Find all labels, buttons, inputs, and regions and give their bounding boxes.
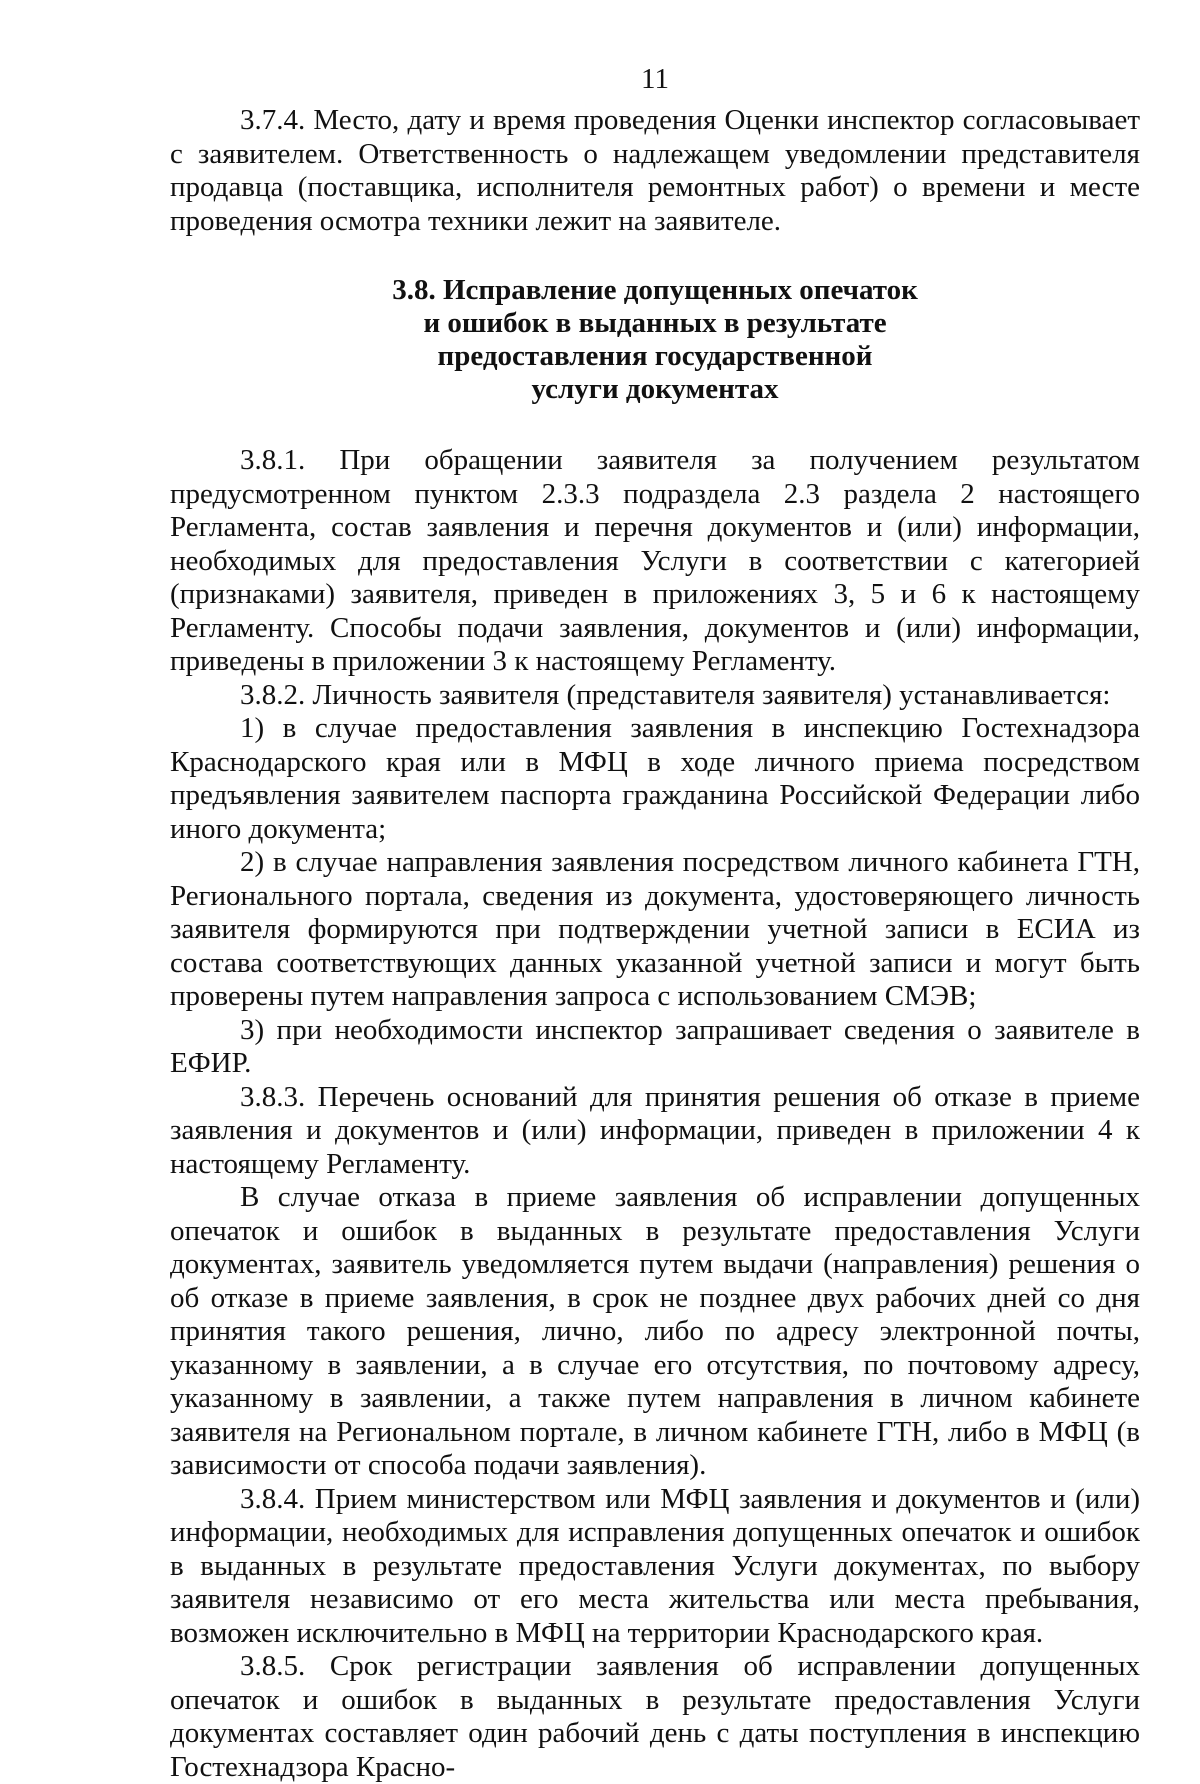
paragraph-3-8-1: 3.8.1. При обращении заявителя за получением результатом предусмотренном пунктом 2.3.3 подраздела 2.3 раздела 2 настоящего Регламента, состав заявления и перечня документов и (или) информации, необходимых для предоставления Услуги в соответствии с категорией (признаками) заявителя, приведен в приложениях 3, 5 и 6 к настоящему Регламенту. Способы подачи заявления, документов и (или) информации, приведены в приложении 3 к настоящему Регламенту. <box>170 444 1140 677</box>
document-page <box>170 62 1140 1784</box>
paragraph-3-8-4: 3.8.4. Прием министерством или МФЦ заявления и документов и (или) информации, необходимых для исправления допущенных опечаток и ошибок в выданных в результате предоставления Услуги документах, по выбору заявителя независимо от его места жительства или места пребывания, возможен исключительно в МФЦ на территории Краснодарского края. <box>170 1482 1140 1649</box>
paragraph-refusal: В случае отказа в приеме заявления об исправлении допущенных опечаток и ошибок в выданных в результате предоставления Услуги документах, заявитель уведомляется путем выдачи (направления) решения о об отказе в приеме заявления, в срок не позднее двух рабочих дней со дня принятия такого решения, лично, либо по адресу электронной почты, указанному в заявлении, а в случае его отсутствия, по почтовому адресу, указанному в заявлении, а также путем направления в личном кабинете заявителя на Региональном портале, в личном кабинете ГТН, либо в МФЦ (в зависимости от способа подачи заявления). <box>170 1181 1140 1481</box>
heading-line: 3.8. Исправление допущенных опечаток <box>392 274 918 306</box>
paragraph-3-7-4: 3.7.4. Место, дату и время проведения Оценки инспектор согласовывает с заявителем. Ответственность о надлежащем уведомлении представителя продавца (поставщика, исполнителя ремонтных работ) о времени и месте проведения осмотра техники лежит на заявителе. <box>170 104 1140 237</box>
list-item-1: 1) в случае предоставления заявления в инспекцию Гостехнадзора Краснодарского края или в МФЦ в ходе личного приема посредством предъявления заявителем паспорта гражданина Российской Федерации либо иного документа; <box>170 712 1140 845</box>
paragraph-3-8-5: 3.8.5. Срок регистрации заявления об исправлении допущенных опечаток и ошибок в выданных в результате предоставления Услуги документах составляет один рабочий день с даты поступления в инспекцию Гостехнадзора Красно- <box>170 1650 1140 1783</box>
list-item-2: 2) в случае направления заявления посредством личного кабинета ГТН, Регионального портала, сведения из документа, удостоверяющего личность заявителя формируются при подтверждении учетной записи в ЕСИА из состава соответствующих данных указанной учетной записи и могут быть проверены путем направления запроса с использованием СМЭВ; <box>170 846 1140 1012</box>
section-heading-3-8 <box>170 274 1140 406</box>
list-item-3: 3) при необходимости инспектор запрашивает сведения о заявителе в ЕФИР. <box>170 1013 1140 1079</box>
heading-line: и ошибок в выданных в результате <box>423 307 887 339</box>
paragraph-3-8-2: 3.8.2. Личность заявителя (представителя заявителя) устанавливается: <box>240 678 1111 711</box>
paragraph-3-8-3: 3.8.3. Перечень оснований для принятия решения об отказе в приеме заявления и документов и (или) информации, приведен в приложении 4 к настоящему Регламенту. <box>170 1080 1140 1180</box>
page-number: 11 <box>641 63 669 95</box>
heading-line: предоставления государственной <box>437 340 873 372</box>
heading-line: услуги документах <box>531 373 779 405</box>
